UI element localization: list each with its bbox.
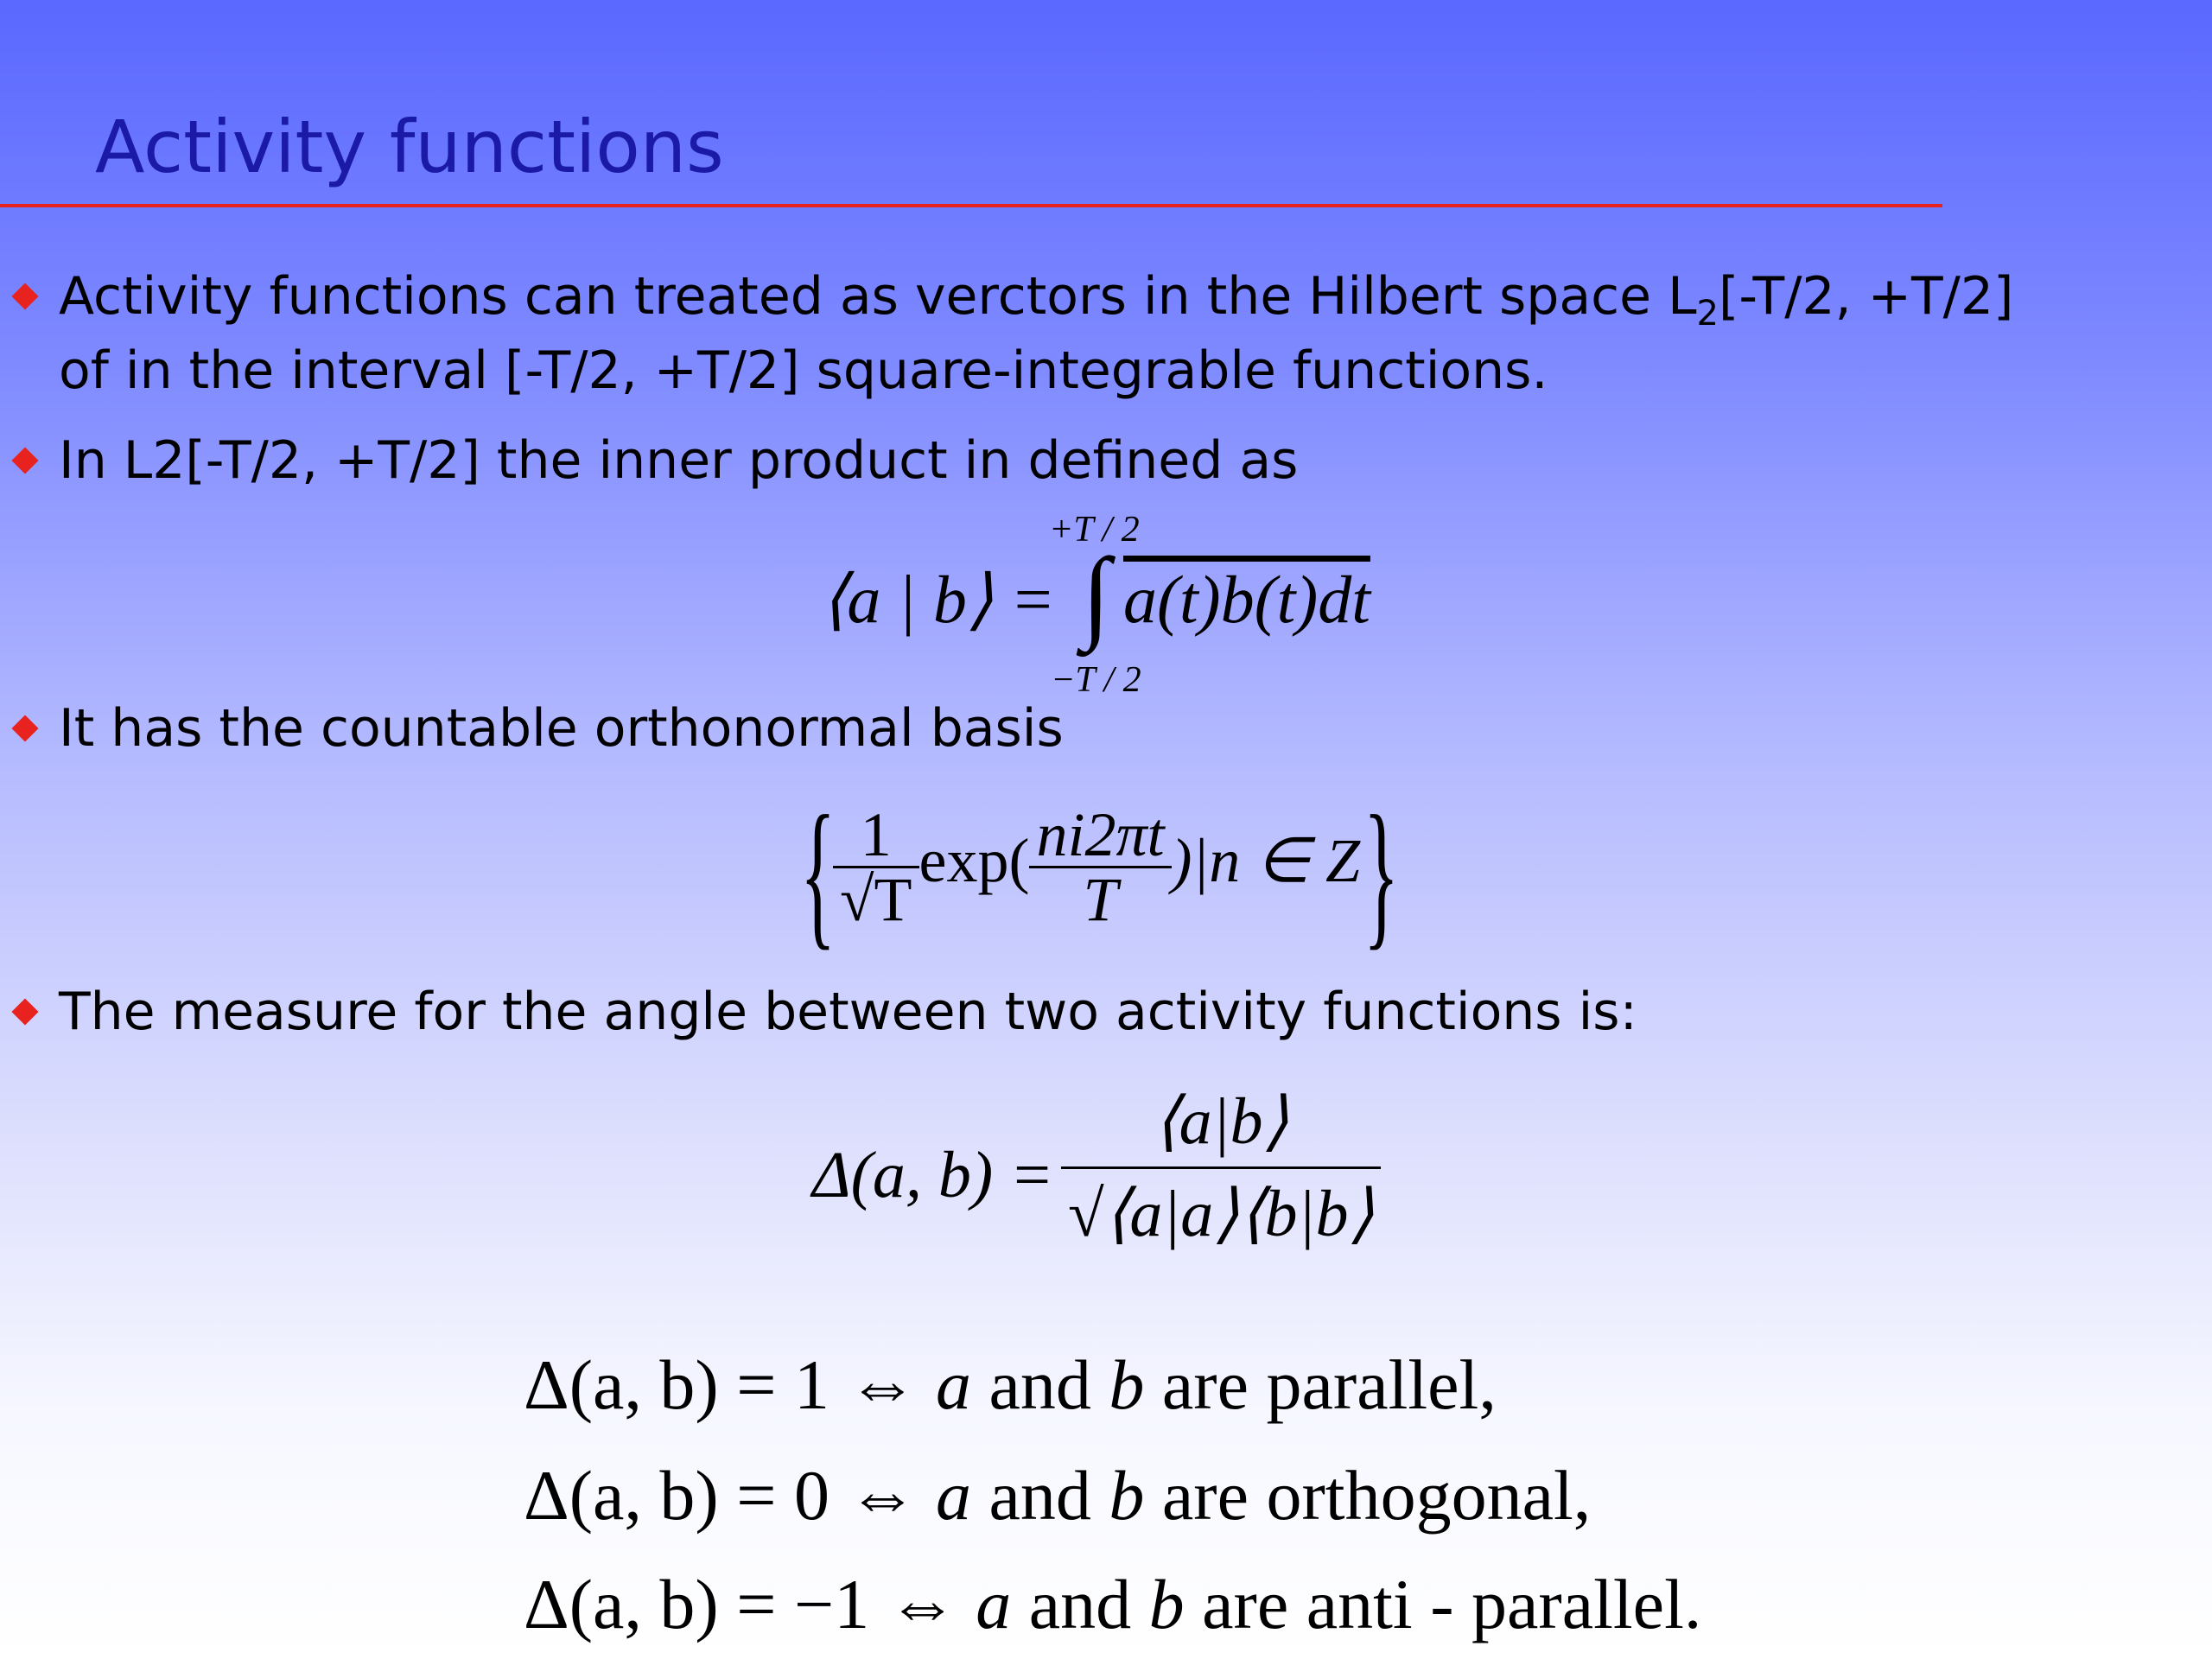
basis-fraction	[833, 800, 919, 934]
condition-anti-parallel: Δ(a, b) = −1 ⇔ a and b are anti - parallel.	[524, 1565, 1702, 1643]
exp-numerator: ni2πt	[1029, 804, 1171, 868]
bullet-text: In L2[-T/2, +T/2] the inner product in defined as	[59, 430, 1299, 491]
condition-lhs: Δ(a, b) = 1 ⇔	[524, 1345, 936, 1424]
integral-lower-limit: −T / 2	[1051, 660, 1141, 700]
integral-upper-limit: +T / 2	[1049, 510, 1140, 550]
condition-orthogonal: Δ(a, b) = 0 ⇔ a and b are orthogonal,	[524, 1456, 1592, 1535]
diamond-bullet-icon	[11, 715, 38, 741]
condition-lhs: Δ(a, b) = −1 ⇔	[524, 1565, 976, 1643]
condition-parallel: Δ(a, b) = 1 ⇔ a and b are parallel,	[524, 1345, 1497, 1424]
subscript: 2	[1696, 294, 1719, 334]
exp-denominator: T	[1083, 865, 1118, 934]
title-divider	[0, 204, 1942, 207]
bullet-text: The measure for the angle between two activity functions is:	[59, 982, 1637, 1042]
diamond-bullet-icon	[11, 447, 38, 474]
exp-text: exp(	[918, 826, 1030, 896]
measure-numerator: ⟨a|b⟩	[1061, 1089, 1381, 1169]
measure-denominator: √⟨a|a⟩⟨b|b⟩	[1068, 1178, 1375, 1250]
basis-numerator: 1	[833, 804, 919, 868]
integral-sign: ∫	[1082, 537, 1110, 652]
integrand: a(t)b(t)dt	[1123, 562, 1370, 637]
basis-denominator: √T	[840, 865, 912, 934]
right-brace-icon: }	[1363, 783, 1400, 964]
diamond-bullet-icon	[11, 998, 38, 1025]
bullet-text-continued: of in the interval [-T/2, +T/2] square-integrable functions.	[59, 340, 1548, 401]
measure-lhs: Δ(a, b) =	[812, 1139, 1054, 1211]
basis-condition: )|n ∈ Z	[1171, 826, 1361, 896]
bullet-text: Activity functions can treated as verctors in the Hilbert space L	[59, 266, 1697, 327]
diamond-bullet-icon	[11, 283, 38, 309]
bullet-text-end: [-T/2, +T/2]	[1719, 266, 2014, 327]
measure-fraction	[1061, 1085, 1381, 1250]
condition-lhs: Δ(a, b) = 0 ⇔	[524, 1456, 936, 1535]
inner-product-lhs: ⟨a | b⟩ =	[821, 562, 1056, 637]
slide-title: Activity functions	[95, 105, 724, 189]
left-brace-icon: {	[800, 783, 836, 964]
exp-fraction	[1029, 800, 1171, 934]
bullet-text: It has the countable orthonormal basis	[59, 698, 1064, 759]
